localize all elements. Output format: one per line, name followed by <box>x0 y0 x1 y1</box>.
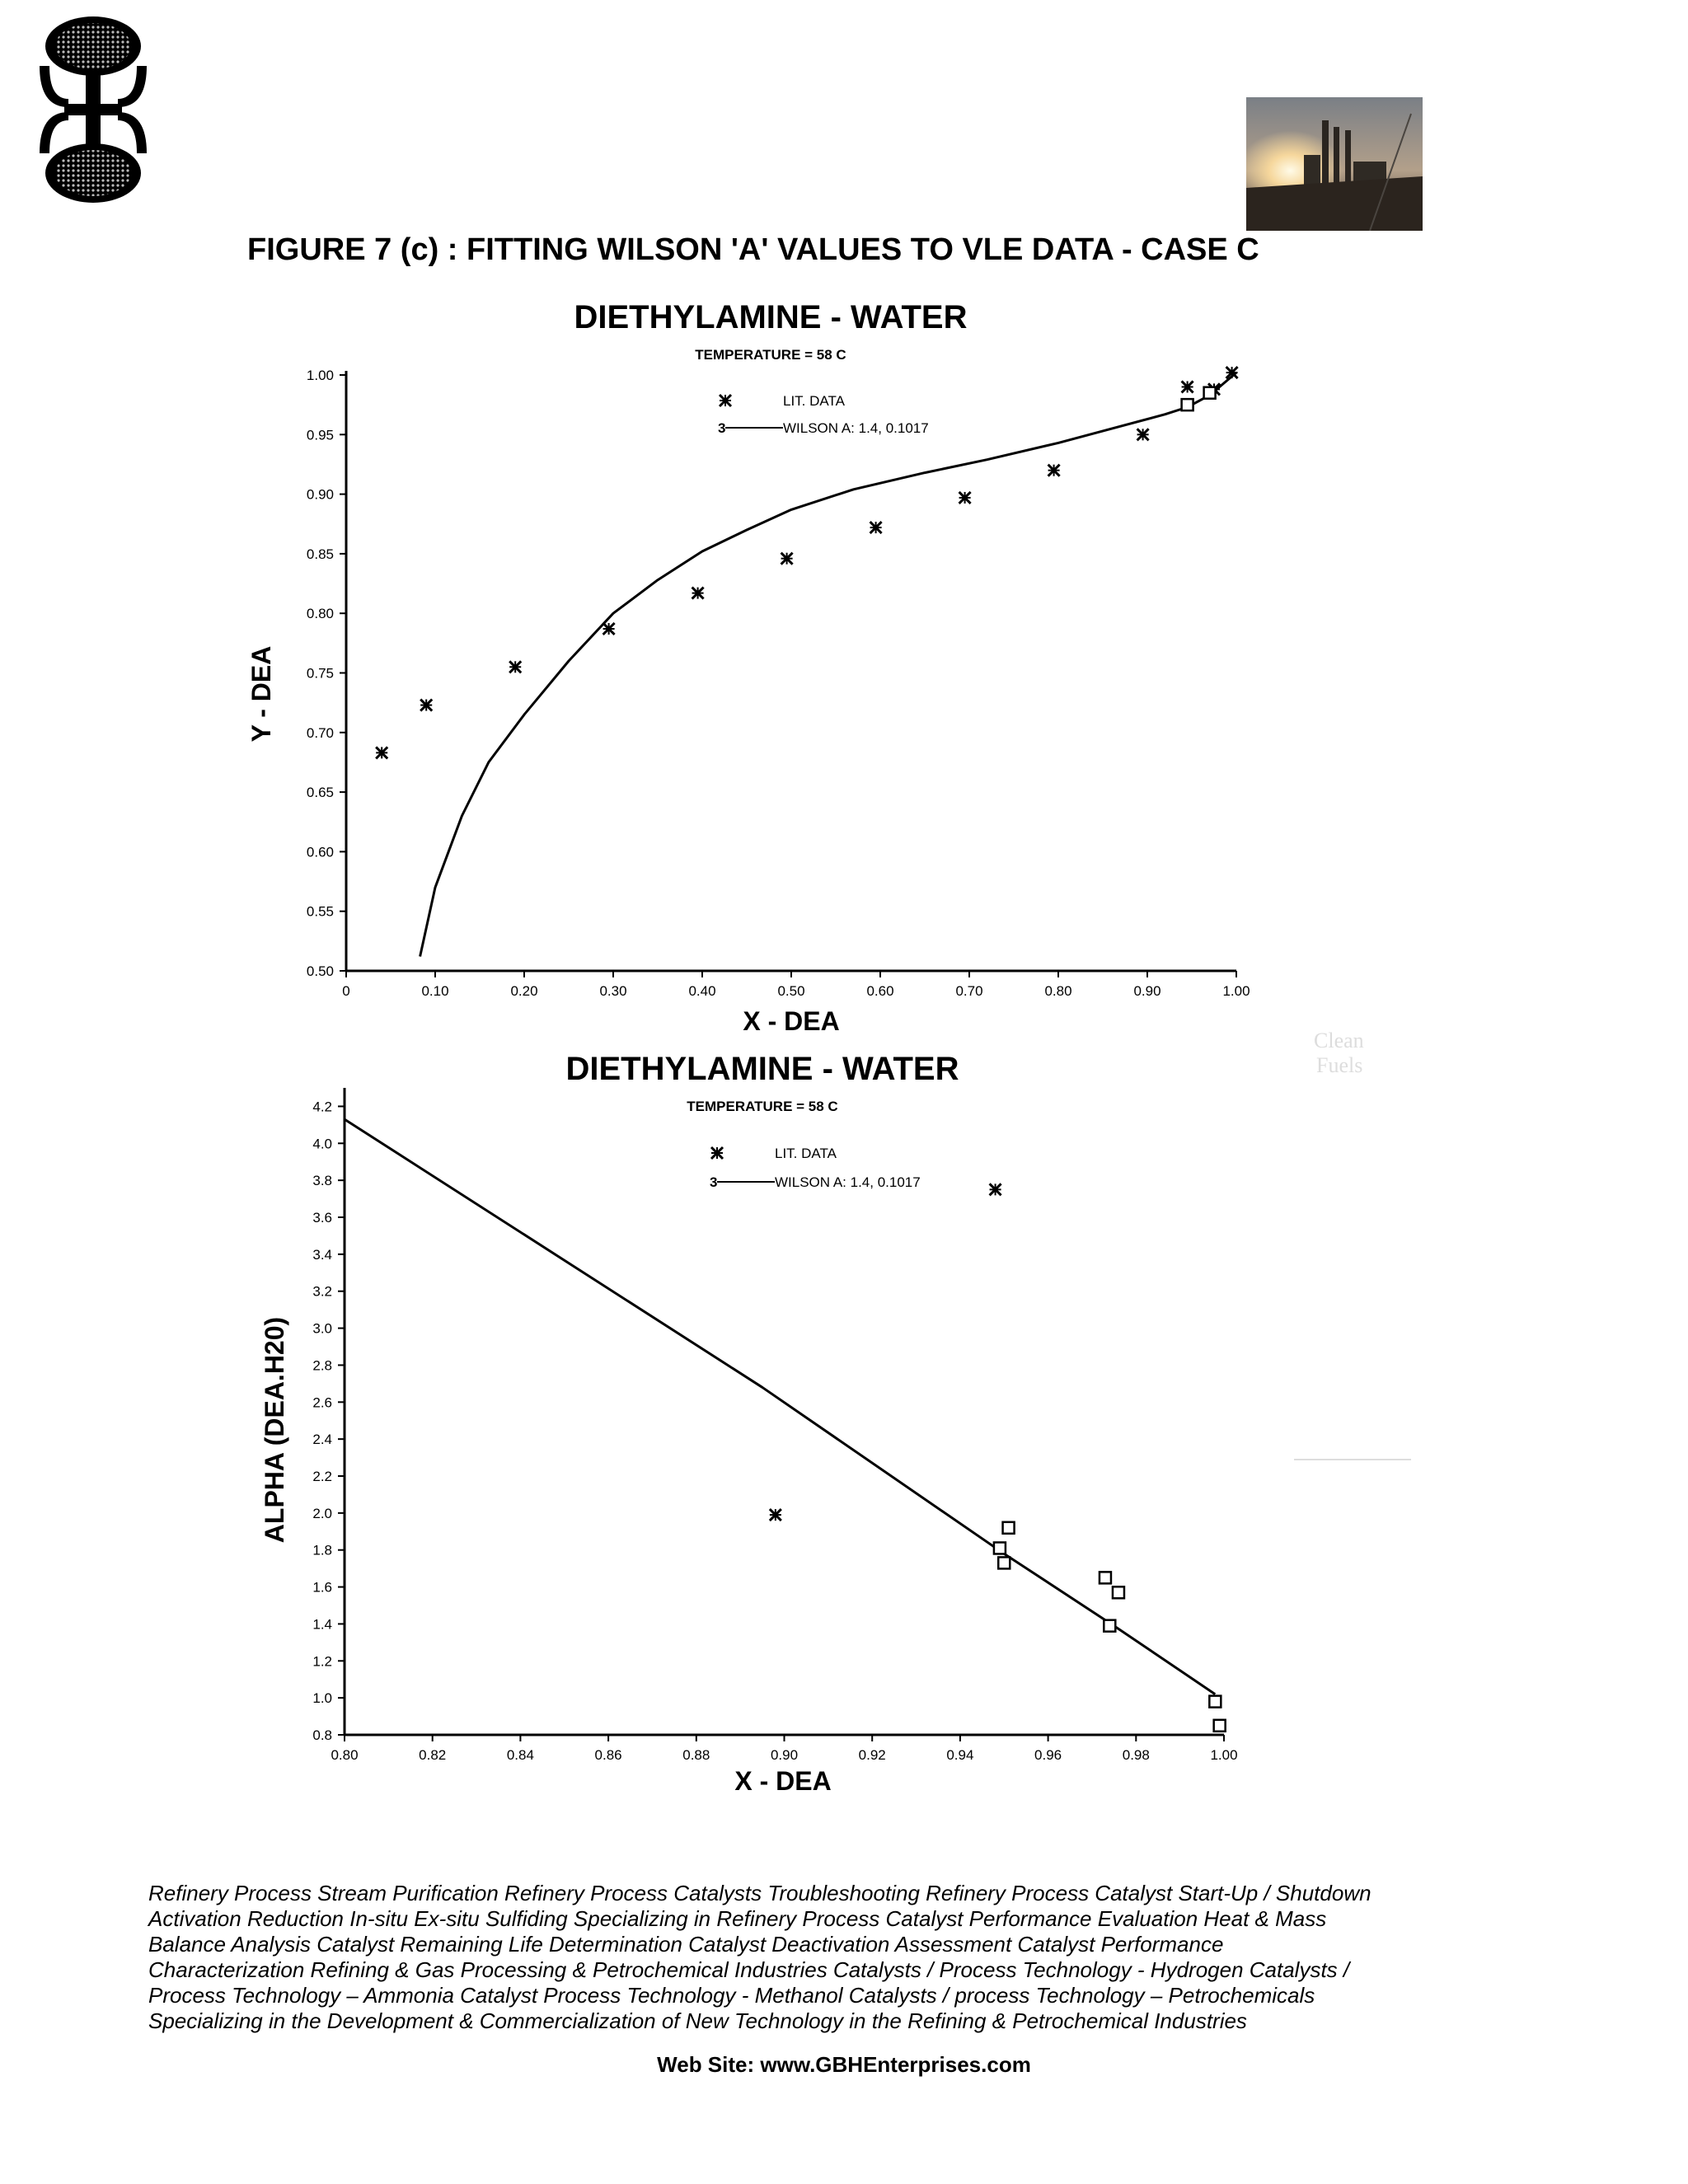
footer-line: Balance Analysis Catalyst Remaining Life Determination Catalyst Deactivation Assessment Catalyst Performance <box>148 1932 1224 1957</box>
legend-star-marker <box>711 1147 723 1159</box>
x-tick-label: 0.90 <box>770 1747 799 1763</box>
x-tick-label: 0 <box>342 983 350 999</box>
footer-line: Characterization Refining & Gas Processing & Petrochemical Industries Catalysts / Process Technology - Hydrogen Catalysts / <box>148 1957 1350 1982</box>
x-tick-label: 1.00 <box>1222 983 1250 999</box>
y-tick-label: 0.65 <box>306 785 334 801</box>
square-data-point <box>1209 1696 1221 1708</box>
x-tick-label: 0.80 <box>1044 983 1072 999</box>
chart-title: DIETHYLAMINE - WATER <box>565 1051 959 1087</box>
x-tick-label: 0.60 <box>866 983 894 999</box>
y-tick-label: 1.0 <box>312 1690 332 1707</box>
square-data-point <box>994 1542 1006 1554</box>
square-data-point <box>998 1557 1010 1568</box>
x-tick-label: 0.92 <box>858 1747 886 1763</box>
square-data-point <box>1214 1720 1226 1732</box>
y-tick-label: 2.8 <box>312 1357 332 1374</box>
legend-label-lit-data: LIT. DATA <box>775 1146 837 1161</box>
y-tick-label: 0.55 <box>306 903 334 920</box>
footer-line: Refinery Process Stream Purification Refinery Process Catalysts Troubleshooting Refinery Process Catalyst Start-Up / Shutdown <box>148 1881 1372 1905</box>
x-tick-label: 1.00 <box>1210 1747 1238 1763</box>
y-axis-label: ALPHA (DEA.H20) <box>260 1316 289 1544</box>
x-tick-label: 0.50 <box>777 983 805 999</box>
legend-label-3-marker: 3 <box>710 1174 718 1190</box>
wilson-fit-line <box>345 1119 1215 1694</box>
y-tick-label: 4.0 <box>312 1136 332 1152</box>
x-tick-label: 0.20 <box>510 983 538 999</box>
figure-title: FIGURE 7 (c) : FITTING WILSON 'A' VALUES TO VLE DATA - CASE C <box>247 232 1259 267</box>
y-tick-label: 0.75 <box>306 665 334 682</box>
y-tick-label: 0.85 <box>306 546 334 562</box>
lit-data-point <box>990 1183 1001 1195</box>
y-tick-label: 0.95 <box>306 427 334 443</box>
x-tick-label: 0.82 <box>419 1747 447 1763</box>
lit-data-point <box>770 1509 781 1521</box>
y-tick-label: 4.2 <box>312 1099 332 1115</box>
chart-subtitle: TEMPERATURE = 58 C <box>687 1099 838 1114</box>
watermark-fuels: Fuels <box>1316 1053 1363 1077</box>
chart-subtitle: TEMPERATURE = 58 C <box>695 347 846 363</box>
legend-label-wilson: WILSON A: 1.4, 0.1017 <box>783 420 929 436</box>
footer-line: Process Technology – Ammonia Catalyst Process Technology - Methanol Catalysts / process Technology – Petrochemicals <box>148 1983 1315 2008</box>
x-tick-label: 0.84 <box>506 1747 534 1763</box>
y-tick-label: 1.2 <box>312 1653 332 1670</box>
website-link[interactable]: Web Site: www.GBHEnterprises.com <box>657 2052 1031 2077</box>
x-axis-label: X - DEA <box>743 1006 840 1036</box>
y-tick-label: 1.8 <box>312 1542 332 1558</box>
y-tick-label: 0.90 <box>306 486 334 503</box>
watermark-clean: Clean <box>1314 1029 1364 1052</box>
x-tick-label: 0.80 <box>331 1747 359 1763</box>
y-tick-label: 0.8 <box>312 1727 332 1743</box>
chart-title: DIETHYLAMINE - WATER <box>574 299 968 335</box>
y-tick-label: 3.0 <box>312 1320 332 1337</box>
y-tick-label: 0.80 <box>306 606 334 622</box>
watermark-rule <box>1294 1459 1411 1460</box>
y-tick-label: 3.8 <box>312 1173 332 1189</box>
y-tick-label: 0.70 <box>306 724 334 741</box>
y-tick-label: 0.60 <box>306 844 334 860</box>
x-tick-label: 0.90 <box>1133 983 1161 999</box>
y-tick-label: 0.50 <box>306 963 334 979</box>
x-tick-label: 0.40 <box>688 983 716 999</box>
y-tick-label: 2.0 <box>312 1505 332 1521</box>
legend-label-wilson: WILSON A: 1.4, 0.1017 <box>775 1174 921 1190</box>
square-data-point <box>1104 1620 1115 1632</box>
y-tick-label: 1.4 <box>312 1616 332 1633</box>
y-tick-label: 1.00 <box>306 368 334 383</box>
y-tick-label: 3.6 <box>312 1210 332 1226</box>
y-tick-label: 2.6 <box>312 1394 332 1411</box>
square-data-point <box>1113 1586 1124 1598</box>
footer-line: Specializing in the Development & Commercialization of New Technology in the Refining & Petrochemical Industries <box>148 2008 1247 2033</box>
square-data-point <box>1100 1572 1111 1583</box>
legend-label-3-marker: 3 <box>718 420 726 436</box>
x-tick-label: 0.88 <box>682 1747 710 1763</box>
legend-label-lit-data: LIT. DATA <box>783 393 845 409</box>
x-tick-label: 0.70 <box>955 983 983 999</box>
x-tick-label: 0.86 <box>594 1747 622 1763</box>
x-tick-label: 0.98 <box>1122 1747 1150 1763</box>
y-tick-label: 2.2 <box>312 1469 332 1484</box>
x-tick-label: 0.96 <box>1034 1747 1062 1763</box>
y-tick-label: 3.4 <box>312 1246 332 1263</box>
x-tick-label: 0.94 <box>946 1747 974 1763</box>
y-axis-label: Y - DEA <box>246 645 276 743</box>
square-data-point <box>1003 1522 1015 1534</box>
y-tick-label: 2.4 <box>312 1432 332 1448</box>
y-tick-label: 3.2 <box>312 1283 332 1300</box>
x-tick-label: 0.30 <box>599 983 627 999</box>
x-tick-label: 0.10 <box>421 983 449 999</box>
footer-services-text <box>148 1881 1434 2034</box>
footer-line: Activation Reduction In-situ Ex-situ Sulfiding Specializing in Refinery Process Catalyst Performance Evaluation Heat & Mass <box>148 1906 1327 1931</box>
y-tick-label: 1.6 <box>312 1579 332 1596</box>
x-axis-label: X - DEA <box>734 1766 832 1796</box>
